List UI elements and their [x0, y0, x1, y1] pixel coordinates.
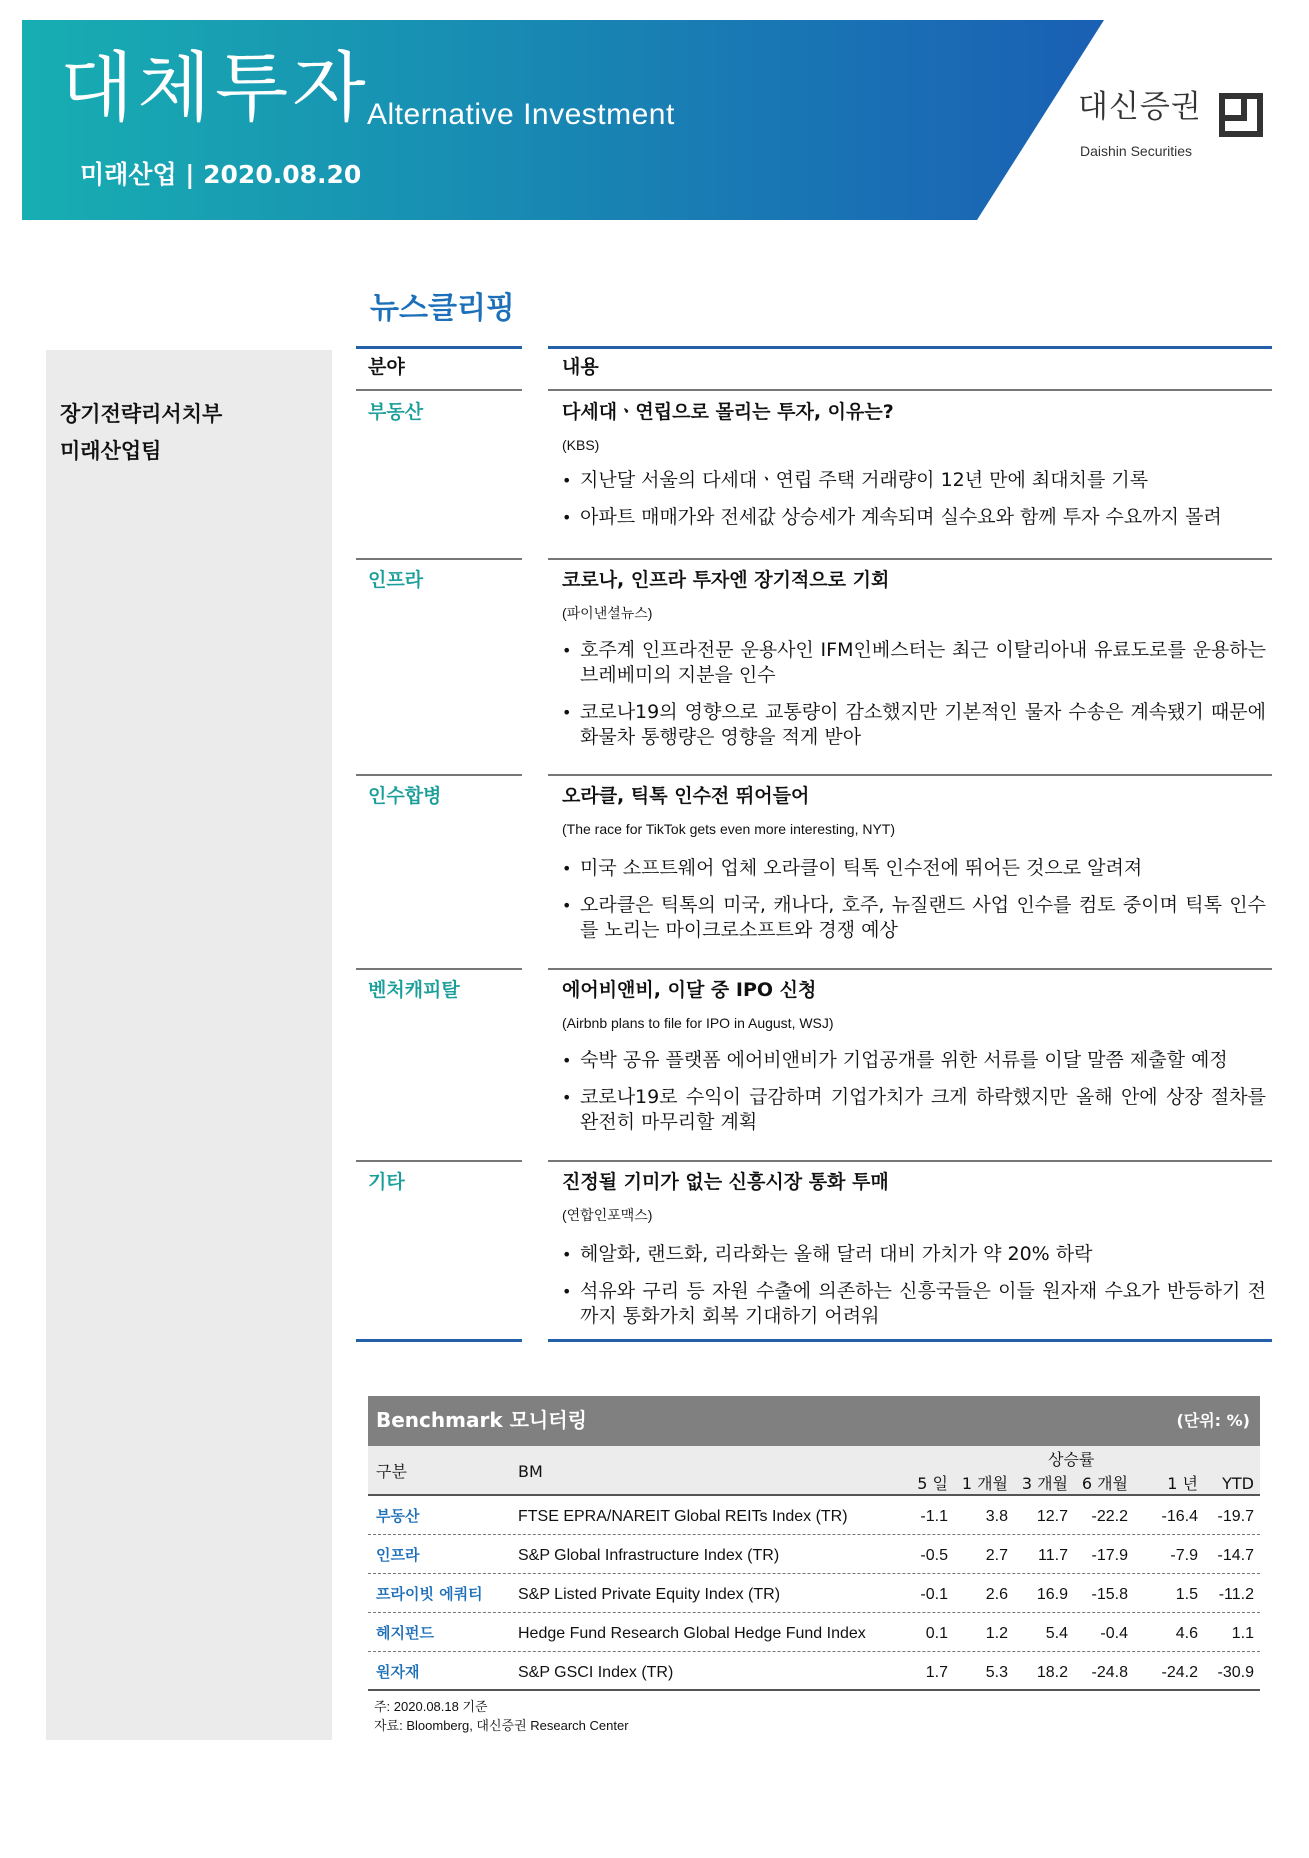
news-source: (파이낸셜뉴스): [562, 605, 653, 621]
news-bullet: • 석유와 구리 등 자원 수출에 의존하는 신흥국들은 이들 원자재 수요가 반등하기 전까지 통화가치 회복 기대하기 어려워: [562, 1279, 1266, 1329]
header-rule-bottom-left: [356, 389, 522, 391]
news-table-header: [356, 346, 1272, 392]
period-header: 5 일: [917, 1474, 948, 1493]
news-item: [356, 970, 1272, 1162]
period-header: 1 년: [1167, 1474, 1198, 1493]
period-header: 3 개월: [1021, 1474, 1068, 1493]
news-bullet: • 지난달 서울의 다세대ㆍ연립 주택 거래량이 12년 만에 최대치를 기록: [562, 468, 1266, 493]
row-group: 부동산: [376, 1507, 420, 1525]
row-group: 프라이빗 에쿼티: [376, 1585, 483, 1603]
table-row: [368, 1535, 1260, 1574]
news-section-title: 뉴스클리핑: [370, 291, 515, 326]
row-value: -7.9: [1170, 1547, 1198, 1564]
news-item: [356, 776, 1272, 970]
row-bm: Hedge Fund Research Global Hedge Fund Index: [518, 1625, 866, 1642]
header-rule-right: [548, 346, 1272, 349]
row-bm: S&P Global Infrastructure Index (TR): [518, 1547, 780, 1564]
row-value: 5.3: [985, 1664, 1008, 1681]
row-value: 1.1: [1231, 1625, 1254, 1642]
row-value: 3.8: [985, 1508, 1008, 1525]
header-rule-left: [356, 346, 522, 349]
row-bm: S&P Listed Private Equity Index (TR): [518, 1586, 781, 1603]
news-title: 에어비앤비, 이달 중 IPO 신청: [562, 979, 817, 1001]
news-item: [356, 560, 1272, 776]
table-row: [368, 1652, 1260, 1691]
col-bm-header: BM: [518, 1462, 543, 1481]
news-bullet: • 코로나19의 영향으로 교통량이 감소했지만 기본적인 물자 수송은 계속됐기 때문에 화물차 통행량은 영향을 적게 받아: [562, 700, 1266, 750]
daishin-logo-icon: [1218, 92, 1264, 138]
news-bullet: • 아파트 매매가와 전세값 상승세가 계속되며 실수요와 함께 투자 수요까지 몰려: [562, 505, 1266, 530]
row-value: 11.7: [1038, 1547, 1068, 1564]
row-value: 12.7: [1036, 1508, 1068, 1525]
news-category: 벤처캐피탈: [368, 979, 460, 1001]
news-title: 오라클, 틱톡 인수전 뛰어들어: [562, 785, 810, 807]
row-value: -17.9: [1091, 1547, 1128, 1564]
row-group: 원자재: [376, 1663, 420, 1681]
period-header: YTD: [1222, 1474, 1254, 1493]
news-title: 진정될 기미가 없는 신흥시장 통화 투매: [562, 1171, 889, 1193]
row-group: 인프라: [376, 1546, 420, 1564]
team-name: 미래산업팀: [60, 439, 162, 463]
news-category: 인프라: [368, 569, 424, 591]
row-value: -24.2: [1161, 1664, 1198, 1681]
news-table: [356, 346, 1272, 1342]
news-bullet: • 오라클은 틱톡의 미국, 캐나다, 호주, 뉴질랜드 사업 인수를 컴토 중이며 틱톡 인수를 노리는 마이크로소프트와 경쟁 예상: [562, 893, 1266, 943]
row-value: -1.1: [920, 1508, 948, 1525]
row-value: -24.8: [1091, 1664, 1128, 1681]
row-value: 5.4: [1045, 1625, 1068, 1642]
row-value: -30.9: [1217, 1664, 1254, 1681]
col-return-group-header: 상승률: [1048, 1450, 1095, 1469]
row-value: 1.7: [925, 1664, 948, 1681]
table-row: [368, 1613, 1260, 1652]
report-subtitle: Alternative Investment: [367, 98, 675, 131]
header-rule-bottom-right: [548, 389, 1272, 391]
row-group: 헤지펀드: [376, 1624, 434, 1642]
row-value: 1.5: [1175, 1586, 1198, 1603]
news-category: 부동산: [368, 401, 424, 423]
row-value: 0.1: [925, 1625, 948, 1642]
benchmark-note: 주: 2020.08.18 기준: [374, 1699, 488, 1714]
row-value: 2.6: [985, 1586, 1008, 1603]
col-content-header: 내용: [562, 356, 599, 378]
benchmark-source: 자료: Bloomberg, 대신증권 Research Center: [374, 1718, 629, 1733]
period-header: 1 개월: [961, 1474, 1008, 1493]
row-value: 16.9: [1036, 1586, 1068, 1603]
row-value: -14.7: [1217, 1547, 1254, 1564]
logo-english-name: Daishin Securities: [1080, 143, 1193, 159]
row-bm: S&P GSCI Index (TR): [518, 1664, 674, 1681]
row-value: -19.7: [1217, 1508, 1254, 1525]
col-group-header: 구분: [376, 1462, 407, 1481]
news-title: 코로나, 인프라 투자엔 장기적으로 기회: [562, 569, 890, 591]
row-bm: FTSE EPRA/NAREIT Global REITs Index (TR): [518, 1508, 848, 1525]
news-bullet: • 숙박 공유 플랫폼 에어비앤비가 기업공개를 위한 서류를 이달 말쯤 제출할 예정: [562, 1048, 1266, 1073]
row-value: -0.4: [1100, 1625, 1128, 1642]
news-item: [356, 392, 1272, 560]
news-source: (연합인포맥스): [562, 1207, 653, 1223]
benchmark-column-headers: [368, 1446, 1260, 1496]
row-value: -15.8: [1091, 1586, 1128, 1603]
table-row: [368, 1574, 1260, 1613]
news-item: [356, 1162, 1272, 1342]
news-source: (Airbnb plans to file for IPO in August, WSJ): [562, 1015, 834, 1031]
logo-korean-name: 대신증권: [1078, 89, 1202, 125]
row-value: 4.6: [1175, 1625, 1198, 1642]
report-title: 대체투자: [60, 43, 370, 132]
row-value: -0.5: [920, 1547, 948, 1564]
news-bullet: • 코로나19로 수익이 급감하며 기업가치가 크게 하락했지만 올해 안에 상장 절차를 완전히 마무리할 계획: [562, 1085, 1266, 1135]
left-sidebar: [46, 350, 332, 1740]
row-value: -11.2: [1218, 1586, 1254, 1603]
row-value: 2.7: [985, 1547, 1008, 1564]
news-source: (KBS): [562, 437, 600, 453]
period-header: 6 개월: [1081, 1474, 1128, 1493]
news-category: 기타: [368, 1171, 405, 1193]
row-value: 1.2: [985, 1625, 1008, 1642]
news-bullet: • 헤알화, 랜드화, 리라화는 올해 달러 대비 가치가 약 20% 하락: [562, 1242, 1266, 1267]
row-value: -16.4: [1161, 1508, 1198, 1525]
department-name: 장기전략리서치부: [60, 402, 223, 426]
table-row: [368, 1496, 1260, 1535]
benchmark-header: [368, 1396, 1260, 1446]
news-category: 인수합병: [368, 785, 442, 807]
row-value: 18.2: [1036, 1664, 1068, 1681]
benchmark-unit: (단위: %): [1176, 1411, 1250, 1430]
company-logo: [1078, 89, 1278, 162]
table-bottom-rule-left: [356, 1339, 522, 1342]
report-date-line: 미래산업 | 2020.08.20: [80, 160, 362, 189]
benchmark-table: [368, 1396, 1260, 1691]
header-banner: [22, 20, 1104, 220]
news-title: 다세대ㆍ연립으로 몰리는 투자, 이유는?: [562, 401, 894, 423]
news-bullet: • 미국 소프트웨어 업체 오라클이 틱톡 인수전에 뛰어든 것으로 알려져: [562, 856, 1266, 881]
table-bottom-rule-right: [548, 1339, 1272, 1342]
row-value: -0.1: [920, 1586, 948, 1603]
benchmark-title: Benchmark 모니터링: [376, 1408, 587, 1432]
col-category-header: 분야: [368, 356, 405, 378]
news-bullet: • 호주계 인프라전문 운용사인 IFM인베스터는 최근 이탈리아내 유료도로를 운용하는 브레베미의 지분을 인수: [562, 638, 1266, 688]
news-source: (The race for TikTok gets even more interesting, NYT): [562, 821, 896, 837]
department-info: [60, 396, 222, 470]
row-value: -22.2: [1091, 1508, 1128, 1525]
